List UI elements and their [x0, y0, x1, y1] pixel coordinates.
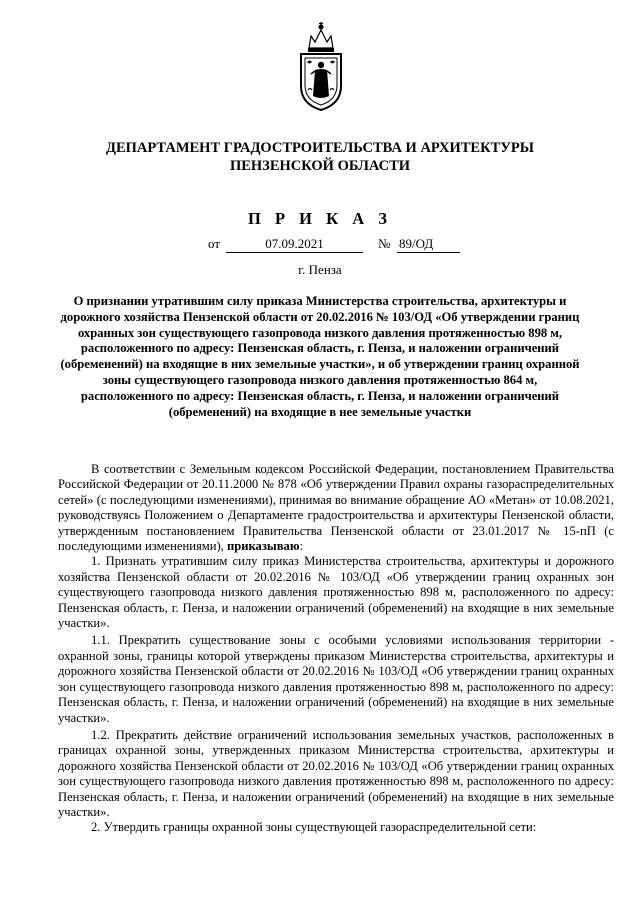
date-prefix: от [208, 236, 221, 251]
paragraph-2: 2. Утвердить границы охранной зоны существующей газораспределительной сети: [91, 820, 537, 835]
coat-of-arms-emblem [295, 18, 347, 114]
number-prefix: № [378, 236, 391, 251]
department-line-1: ДЕПАРТАМЕНТ ГРАДОСТРОИТЕЛЬСТВА И АРХИТЕКТУРЫ [105, 140, 535, 156]
document-date: 07.09.2021 [226, 236, 363, 253]
order-colon: : [299, 539, 303, 554]
document-type-heading: П Р И К А З [248, 209, 392, 228]
order-word: приказываю [226, 539, 300, 554]
department-line-2: ПЕНЗЕНСКОЙ ОБЛАСТИ [229, 158, 411, 174]
paragraph-1-2: 1.2. Прекратить действие ограничений использования земельных участков, расположенных в границах охранной зоны, утвержденных приказом Министерства строительства, архитектуры и дорожного хозяйства Пензенской области от 20.02.2016 № 103/ОД «Об утверждении границ охранных зон существующего газопровода низкого давления протяженностью 898 м, расположенного по адресу: Пензенская область, г. Пенза, и наложении ограничений (обременений) на входящие в них земельные участки». [58, 727, 614, 819]
department-heading [0, 139, 640, 175]
preamble-paragraph [58, 462, 614, 554]
city: г. Пенза [298, 262, 342, 277]
paragraph-1-1: 1.1. Прекратить существование зоны с особыми условиями использования территории - охранной зоны, границы которой утверждены приказом Министерства строительства, архитектуры и дорожного хозяйства Пензенской области от 20.02.2016 № 103/ОД «Об утверждении границ охранных зон существующего газопровода низкого давления протяженностью 898 м, расположенного по адресу: Пензенская область, г. Пенза, и наложении ограничений (обременений) на входящие в них земельные участки». [58, 633, 614, 725]
paragraph-1: 1. Признать утратившим силу приказ Министерства строительства, архитектуры и дорожного хозяйства Пензенской области от 20.02.2016 № 103/ОД «Об утверждении границ охранных зон существующего газопровода низкого давления протяженностью 898 м, расположенного по адресу: Пензенская область, г. Пенза, и наложении ограничений (обременений) на входящие в них земельные участки». [58, 554, 614, 631]
document-title: О признании утратившим силу приказа Министерства строительства, архитектуры и дорожного хозяйства Пензенской области от 20.02.2016 № 103/ОД «Об утверждении границ охранных зон существующего газопровода низкого давления протяженностью 898 м, расположенного по адресу: Пензенская область, г. Пенза, и наложении ограничений (обременений) на входящие в них земельные участки», и об утверждении границ охранной зоны существующего газопровода низкого давления протяженностью 864 м, расположенного по адресу: Пензенская область, г. Пенза, и наложении ограничений (обременений) на входящие в нее земельные участки [60, 294, 580, 419]
document-number: 89/ОД [397, 236, 460, 253]
preamble-text: В соответствии с Земельным кодексом Российской Федерации, постановлением Правительства Российской Федерации от 20.11.2000 № 878 «Об утверждении Правил охраны газораспределительных сетей» (с последующими изменениями), принимая во внимание обращение АО «Метан» от 10.08.2021, руководствуясь Положением о Департаменте градостроительства и архитектуры Пензенской области, утвержденным постановлением Правительства Пензенской области от 23.01.2017 № 15-пП (с последующими изменениями), [58, 462, 614, 554]
document-body [58, 462, 614, 836]
